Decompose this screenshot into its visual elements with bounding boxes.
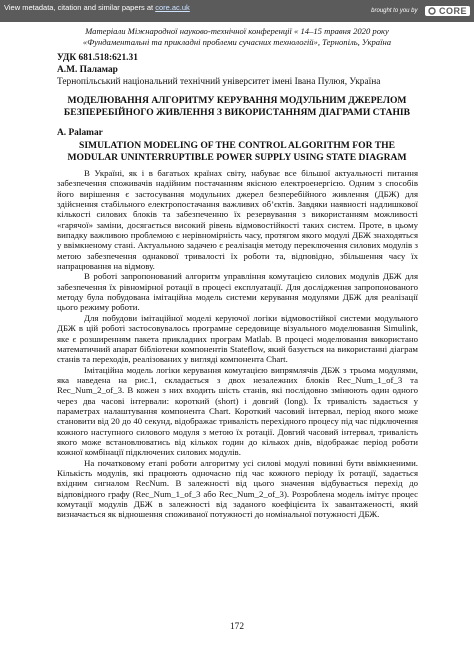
core-logo-text: CORE — [438, 5, 467, 16]
title-en-line-1: SIMULATION MODELING OF THE CONTROL ALGORITHM FOR THE — [78, 140, 396, 151]
core-provider-text: provided by Electronic archive of Ternopil National Ivan Puluj Technical University — [283, 22, 470, 28]
conference-header — [0, 26, 474, 48]
author-uk: А.М. Паламар — [57, 64, 118, 75]
core-banner — [0, 0, 474, 28]
paragraph: В Україні, як і в багатьох країнах світу, набуває все більшої актуальності питання забезпечення споживачів надійним постачанням якісною електроенергією. Одним з способів його вирішення є застосування модульних джерел безперебійного живлення (ДБЖ) для здійснення стабільного електропостачання важливих об’єктів. Завдяки наявності надлишкової кількості силових блоків та забезпеченню їх резервування з використанням можливості «гарячої» заміни, досягається високий рівень відмовостійкості таких систем. Проте, в цьому випадку важливою проблемою є нерівномірність часу, протягом якого модулі ДБЖ знаходяться у ввімкненому стані. Актуальною задачею є реалізація методу переключення силових модулів з метою забезпечення однакової тривалості їх роботи та, відповідно, збільшення часу їх напрацювання на відмову. — [57, 168, 418, 272]
title-ukrainian — [40, 95, 434, 119]
author-english: A. Palamar — [57, 128, 103, 138]
paragraph: В роботі запропонований алгоритм управління комутацією силових модулів ДБЖ для забезпечення їх рівномірної ротації в процесі експлуатації. Для дослідження запропонованого методу була побудована імітаційна модель системи керування модулями ДБЖ для реалізації цього режиму роботи. — [57, 271, 418, 313]
core-link[interactable]: core.ac.uk — [155, 3, 190, 12]
affiliation: Тернопільський національний технічний університет імені Івана Пулюя, Україна — [57, 76, 381, 87]
title-uk-line-2: БЕЗПЕРЕБІЙНОГО ЖИВЛЕННЯ З ВИКОРИСТАННЯМ ДІАГРАМИ СТАНІВ — [63, 107, 411, 118]
title-english — [40, 140, 434, 164]
paragraph: Імітаційна модель логіки керування комутацією випрямлячів ДБЖ з трьома модулями, яка наведена на рис.1, складається з двох незалежних блоків Rec_Num_1_of_3 та Rec_Num_2_of_3. В кожен з них входить шість станів, які послідовно змінюють один одного через два часові інтервали: короткий (short) і довгий (long). Їх тривалість задається у параметрах налаштування компонента Chart. Короткий часовий інтервал, період якого може становити від 20 до 40 секунд, відображає тривалість перехідного процесу під час підключення кожного наступного силового модуля з метою їх ротації. Довгий часовий інтервал, тривалість якого може встановлюватись від кількох годин до кількох днів, відображає період роботи кожної комбінації підключених силових модулів. — [57, 364, 418, 458]
conference-line-1: Матеріали Міжнародної науково-технічної конференції « 14–15 травня 2020 року — [85, 26, 389, 36]
paragraph: На початковому етапі роботи алгоритму усі силові модулі повинні бути ввімкненими. Кількість модулів, які працюють одночасно під час кожного періоду їх ротації, задається вхідним сигналом RecNum. В залежності від цього значення відбувається перехід до відповідного графу (Rec_Num_1_of_3 або Rec_Num_2_of_3). Розроблена модель імітує процес комутації модулів ДБЖ в залежності від заданого коефіцієнта їх завантаженості, який визначається як відношення споживаної потужності до номінальної потужності ДБЖ. — [57, 457, 418, 520]
conference-line-2: «Фундаментальні та прикладні проблеми сучасних технологій», Тернопіль, Україна — [82, 37, 392, 47]
article-body — [57, 168, 418, 520]
core-metadata-notice — [4, 3, 190, 12]
core-logo[interactable] — [425, 6, 470, 16]
core-brought-text: brought to you by — [371, 7, 418, 14]
core-metadata-text: View metadata, citation and similar papers at — [4, 3, 154, 12]
page-number: 172 — [229, 622, 245, 632]
core-logo-icon — [428, 7, 436, 15]
core-brand — [284, 2, 470, 28]
paragraph: Для побудови імітаційної моделі керуючої логіки відмовостійкої системи модульного ДБЖ в цій роботі застосовувалось програмне середовище візуального моделювання Simulink, яке є розширенням пакета прикладних програм Matlab. В процесі моделювання використано математичний апарат бібліотеки компонентів Stateflow, який базується на використанні діаграм станів та переходів, реалізованих у вигляді компонента Chart. — [57, 312, 418, 365]
title-en-line-2: MODULAR UNINTERRUPTIBLE POWER SUPPLY USING STATE DIAGRAM — [67, 152, 407, 163]
title-uk-line-1: МОДЕЛЮВАННЯ АЛГОРИТМУ КЕРУВАННЯ МОДУЛЬНИМ ДЖЕРЕЛОМ — [67, 95, 407, 106]
udc-code: УДК 681.518:621.31 — [57, 53, 138, 63]
article-meta — [57, 53, 380, 88]
